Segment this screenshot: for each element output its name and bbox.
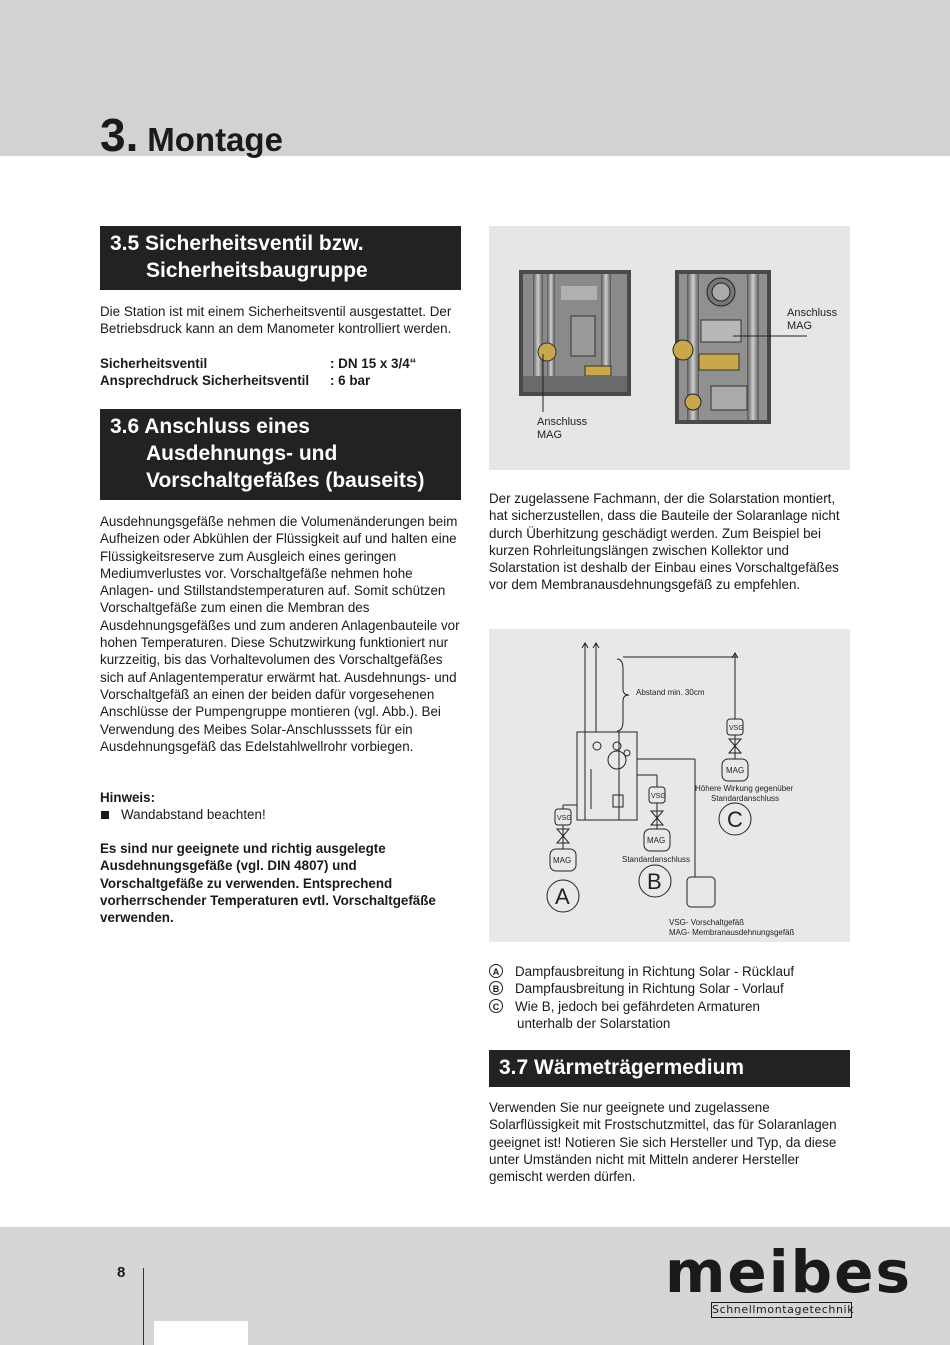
section-3-7-title: 3.7 Wärmeträgermedium	[499, 1056, 745, 1079]
chapter-number: 3.	[100, 109, 139, 161]
label-c-line2: Standardanschluss	[711, 794, 780, 803]
diagram-legend-2: MAG- Membranausdehnungsgefäß	[669, 928, 795, 937]
vsg-a-label: VSG	[557, 815, 572, 822]
right-text: Der zugelassene Fachmann, der die Solarstation montiert, hat sicherzustellen, dass die Bauteile der Solaranlage nicht durch Überhitzung geschädigt werden. Zum Beispiel bei kurzen Rohrleitungslängen zwischen Kollektor und Solarstation ist deshalb der Einbau eines Vorschaltgefäßes vor dem Membranausdehnungsgefäß zu empfehlen.	[489, 491, 840, 593]
section-3-5-title-line1: 3.5 Sicherheitsventil bzw.	[110, 232, 364, 255]
bullet-icon	[101, 811, 109, 819]
spec-value: : 6 bar	[330, 373, 371, 389]
spec-value: : DN 15 x 3/4“	[330, 356, 417, 371]
spec-label: Ansprechdruck Sicherheitsventil	[100, 373, 310, 389]
section-3-6-title-line3: Vorschaltgefäßes (bauseits)	[146, 469, 425, 492]
hint-block	[100, 789, 462, 824]
diagram-legend	[489, 963, 794, 1032]
letter-b: B	[647, 869, 662, 894]
legend-b-text: Dampfausbreitung in Richtung Solar - Vorlauf	[515, 981, 784, 997]
connection-diagram-drawing	[489, 629, 850, 942]
section-3-6-body	[100, 513, 462, 755]
section-3-7-heading	[489, 1050, 850, 1087]
photo-label-right-1: Anschluss	[787, 307, 838, 319]
spec-row	[100, 372, 416, 389]
spec-row	[100, 355, 416, 372]
legend-item-b	[489, 980, 794, 997]
page-number: 8	[117, 1264, 126, 1281]
footer-divider	[143, 1268, 144, 1345]
photo-label-left-1: Anschluss	[537, 416, 588, 428]
legend-a-text: Dampfausbreitung in Richtung Solar - Rücklauf	[515, 964, 795, 979]
spec-table	[100, 355, 416, 390]
right-column-text	[489, 490, 850, 594]
station-photo-drawing	[489, 226, 850, 470]
photo-label-left-2: MAG	[537, 429, 563, 441]
section-3-6-heading	[100, 409, 461, 500]
legend-c-text: Wie B, jedoch bei gefährdeten Armaturen	[515, 998, 760, 1014]
circle-b-icon: B	[489, 981, 503, 995]
meibes-logo: meibes	[665, 1238, 913, 1306]
letter-c: C	[727, 807, 743, 832]
footer-tab	[154, 1321, 248, 1345]
circle-a-icon: A	[489, 964, 503, 978]
vsg-c-label: VSG	[729, 725, 744, 732]
section-3-5-body	[100, 303, 462, 338]
letter-a: A	[555, 884, 570, 909]
hint-text: Wandabstand beachten!	[121, 807, 266, 823]
station-photo	[489, 226, 850, 470]
hint-item	[100, 806, 462, 823]
distance-label: Abstand min. 30cm	[636, 688, 705, 697]
section-3-5-text: Die Station ist mit einem Sicherheitsventil ausgestattet. Der Betriebsdruck kann an dem Manometer kontrolliert werden.	[100, 304, 452, 337]
logo-tagline: Schnellmontagetechnik	[712, 1303, 855, 1316]
mag-c-label: MAG	[726, 766, 745, 775]
mag-a-label: MAG	[553, 856, 572, 865]
mag-b-label: MAG	[647, 836, 666, 845]
legend-c-continuation: unterhalb der Solarstation	[517, 1015, 671, 1031]
label-b: Standardanschluss	[622, 855, 691, 864]
section-3-5-title-line2: Sicherheitsbaugruppe	[146, 259, 368, 282]
chapter-title: Montage	[147, 121, 283, 158]
photo-label-right-2: MAG	[787, 320, 813, 332]
page-title	[100, 108, 283, 162]
section-3-7-body	[489, 1099, 850, 1185]
legend-item-a	[489, 963, 794, 980]
spec-label: Sicherheitsventil	[100, 356, 208, 371]
section-3-5-heading	[100, 226, 461, 290]
section-3-7-text: Verwenden Sie nur geeignete und zugelassene Solarflüssigkeit mit Frostschutzmittel, das für Solaranlagen geeignet ist! Notieren Sie sich Hersteller und Typ, da diese unter Umständen nicht mit Mitteln anderer Hersteller gemischt werden dürfen.	[489, 1100, 837, 1185]
vsg-b-label: VSG	[651, 793, 666, 800]
circle-c-icon: C	[489, 999, 503, 1013]
warning-block	[100, 840, 462, 926]
diagram-legend-1: VSG- Vorschaltgefäß	[669, 918, 745, 927]
connection-diagram	[489, 629, 850, 942]
hint-title: Hinweis:	[100, 790, 156, 805]
warning-text: Es sind nur geeignete und richtig ausgelegte Ausdehnungsgefäße (vgl. DIN 4807) und Vorschaltgefäße zu verwenden. Entsprechend vorherrschender Temperaturen evtl. Vorschaltgefäße verwenden.	[100, 841, 436, 926]
label-c-line1: Höhere Wirkung gegenüber	[695, 784, 794, 793]
section-3-6-title-line2: Ausdehnungs- und	[146, 442, 338, 465]
legend-item-c	[489, 998, 794, 1015]
section-3-6-title-line1: 3.6 Anschluss eines	[110, 415, 310, 438]
section-3-6-text: Ausdehnungsgefäße nehmen die Volumenänderungen beim Aufheizen oder Abkühlen der Flüssigkeit auf und halten eine Flüssigkeitsreserve zum Ausgleich eines geringen Mediumverlustes vor. Vorschaltgefäße nehmen hohe Anlagen- und Stillstandstemperaturen auf. Somit schützen Vorschaltgefäße zum einen die Membran des Ausdehnungsgefäßes und zum anderen Anlagenbauteile vor hohen Temperaturen. Diese Schutzwirkung funktioniert nur kurzzeitig, bis das Vorhaltevolumen des Vorschaltgefäßes sich auf Anlagentemperatur erwärmt hat. Ausdehnungs- und Vorschaltgefäß an einen der beiden dafür vorgesehenen Anschlüsse der Pumpengruppe montieren (vgl. Abb.). Bei Verwendung des Meibes Solar-Anschlusssets für ein Ausdehnungsgefäß das Edelstahlwellrohr vorbiegen.	[100, 514, 460, 754]
